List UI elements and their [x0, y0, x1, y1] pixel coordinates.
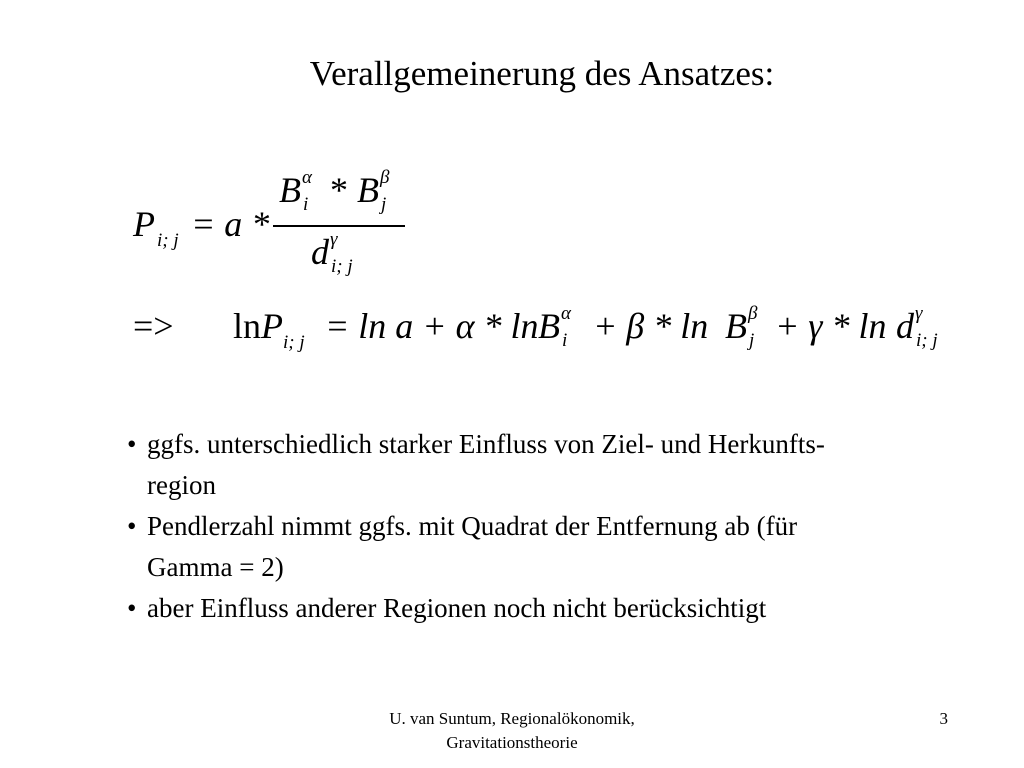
slide-footer	[312, 707, 712, 755]
page-number: 3	[939, 709, 948, 728]
bullet-text-continued: region	[147, 470, 216, 500]
bullet-dot: •	[127, 511, 137, 541]
bullet-item	[127, 424, 1024, 506]
bullet-text: Pendlerzahl nimmt ggfs. mit Quadrat der Entfernung ab (für	[147, 511, 798, 541]
formula-lhs: P $_{i; j}$	[133, 204, 179, 251]
gravity-formula	[133, 168, 423, 280]
bullet-text-continued: Gamma = 2)	[147, 552, 284, 582]
bullet-item	[127, 506, 1024, 588]
formula-equals-a: = a *	[191, 204, 270, 244]
bullet-item	[127, 588, 1024, 629]
log-term-beta: + β * ln	[593, 306, 709, 346]
slide-title: Verallgemeinerung des Ansatzes:	[309, 54, 775, 93]
bullet-dot: •	[127, 429, 137, 459]
log-lhs: lnP$_{i; j}$	[233, 306, 305, 353]
bullet-text: aber Einfluss anderer Regionen noch nicht berücksichtigt	[147, 593, 767, 623]
bullet-text: ggfs. unterschiedlich starker Einfluss von Ziel- und Herkunfts-	[147, 429, 825, 459]
bullet-dot: •	[127, 593, 137, 623]
fraction-bar	[273, 225, 405, 227]
log-term-Bj: B β j	[725, 303, 758, 351]
log-term-a-alpha: = ln a + α * ln	[325, 306, 539, 346]
footer-line: U. van Suntum, Regionalökonomik,	[389, 709, 635, 728]
log-term-gamma: + γ * ln	[775, 306, 887, 346]
bullet-list	[127, 424, 1024, 629]
formula-numerator: B α i * B β j	[279, 167, 390, 215]
formula-denominator: d γ i; j	[311, 229, 353, 277]
log-term-Bi: B α i	[538, 303, 571, 351]
footer-line: Gravitationstheorie	[446, 733, 578, 752]
log-term-dij: d γ i; j	[896, 303, 938, 351]
formula-fraction	[273, 168, 405, 280]
implies-arrow: =>	[133, 306, 174, 346]
